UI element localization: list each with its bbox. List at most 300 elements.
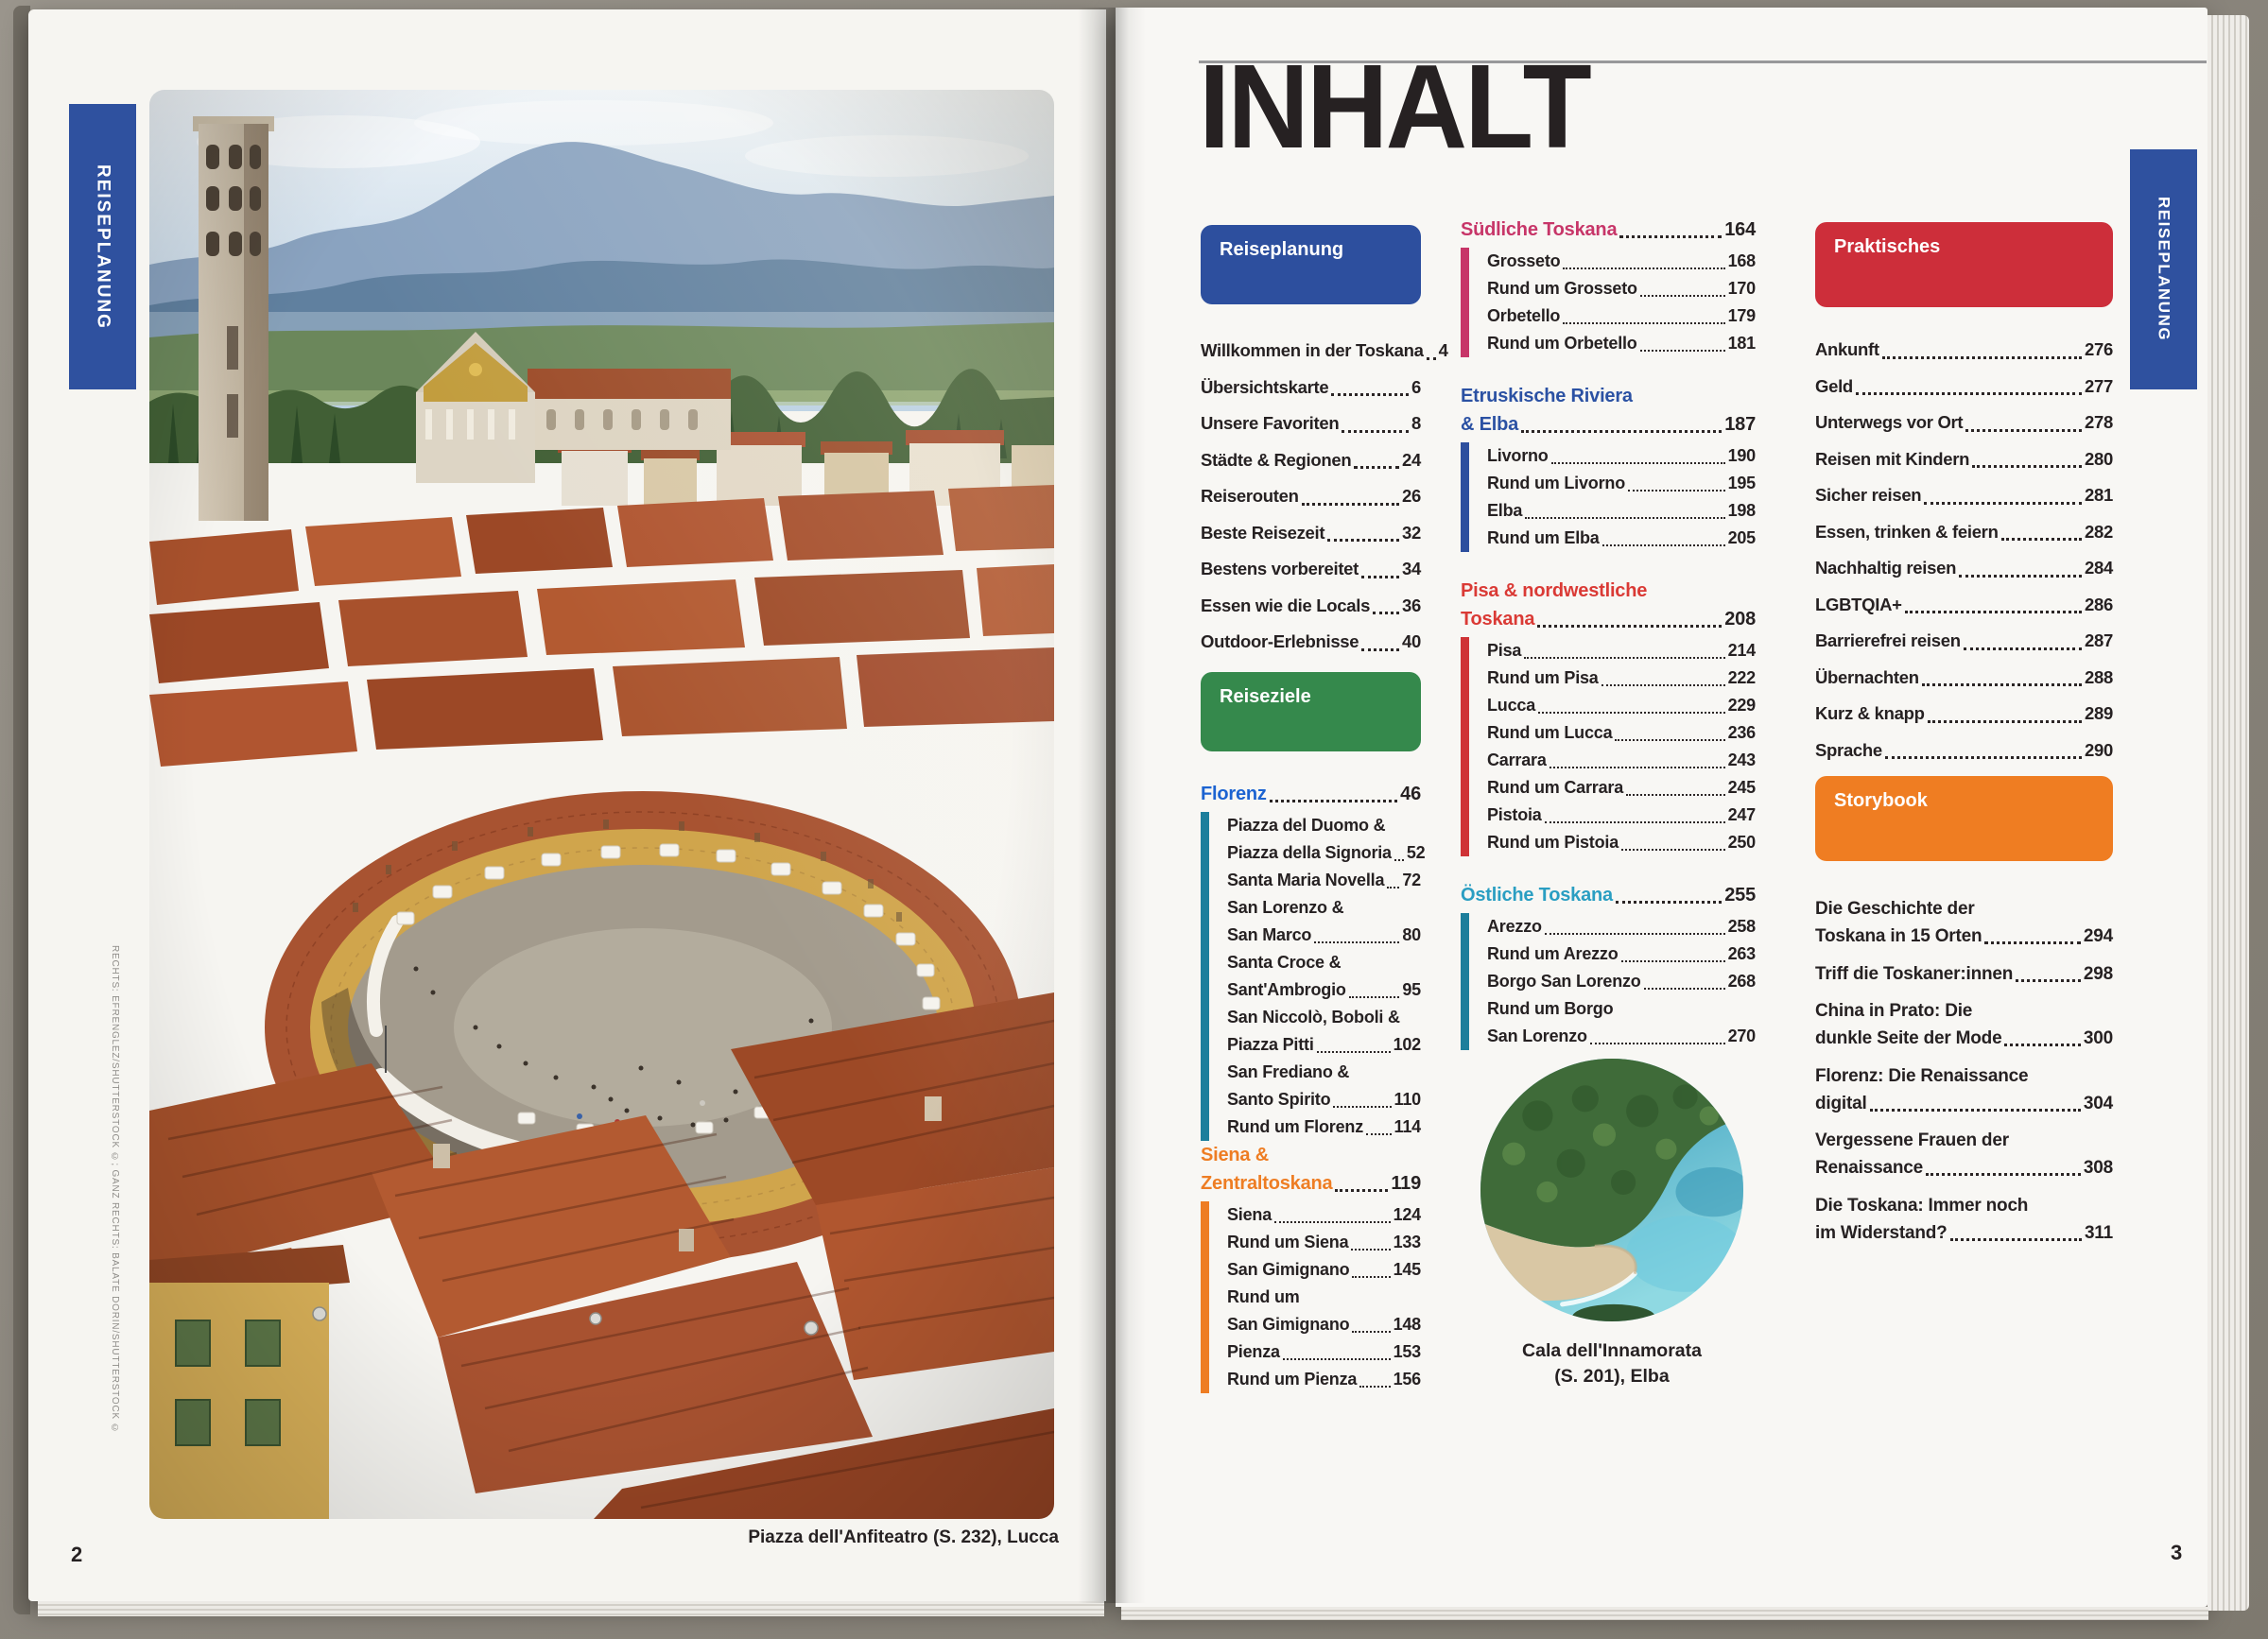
toc-entry-row (1227, 922, 1421, 949)
toc-list-storybook-list (1815, 895, 2113, 1247)
toc-entry (1201, 551, 1421, 588)
toc-entry (1227, 1229, 1421, 1256)
toc-entry-label: Rund um Carrara (1487, 778, 1624, 797)
dot-leader (1331, 393, 1409, 396)
toc-entry-row (1487, 637, 1756, 664)
dot-leader (1950, 1238, 2082, 1241)
toc-entry-row (1227, 1086, 1421, 1113)
dot-leader (1984, 941, 2080, 944)
toc-entry-row (1227, 1256, 1421, 1284)
toc-sublist-siena-zentraltoskana (1201, 1201, 1421, 1393)
toc-entry-page: 208 (1724, 609, 1756, 630)
toc-entry-label: Sant'Ambrogio (1227, 979, 1346, 999)
dot-leader (1628, 490, 1725, 492)
toc-entry (1201, 1141, 1421, 1198)
toc-entry-row (1201, 780, 1421, 808)
toc-entry (1815, 997, 2113, 1052)
toc-entry-row (1815, 660, 2113, 697)
toc-entry-label: Östliche Toskana (1461, 885, 1613, 906)
toc-entry-page: 8 (1411, 413, 1421, 433)
dot-leader (1538, 712, 1725, 714)
dot-leader (1387, 887, 1399, 889)
dot-leader (1550, 767, 1725, 768)
toc-entry-row (1487, 330, 1756, 357)
dot-leader (1283, 1358, 1391, 1360)
toc-entry-page: 258 (1727, 917, 1756, 936)
toc-section-siena-zentraltoskana (1201, 1141, 1421, 1393)
toc-entry-row (1487, 968, 1756, 995)
toc-sublist-pisa-nordwestliche-toskana (1461, 637, 1756, 856)
cove-photo-illustration (1480, 1059, 1743, 1321)
dot-leader (1644, 988, 1725, 990)
toc-entry-row (1227, 1113, 1421, 1141)
toc-entry-label: Livorno (1487, 446, 1549, 465)
toc-entry-label: Unsere Favoriten (1201, 413, 1340, 433)
toc-entry-label: Grosseto (1487, 251, 1561, 270)
toc-entry-page: 278 (2085, 412, 2113, 432)
toc-entry-row (1487, 913, 1756, 940)
dot-leader (1922, 683, 2082, 686)
dot-leader (1525, 517, 1724, 519)
dot-leader (1327, 539, 1399, 542)
toc-entry (1227, 867, 1421, 894)
toc-entry (1487, 968, 1756, 995)
dot-leader (1545, 821, 1725, 823)
toc-entry (1815, 960, 2113, 988)
toc-entry (1487, 995, 1756, 1050)
toc-entry-page: 243 (1727, 750, 1756, 769)
page-stack-right-edge (2207, 15, 2249, 1611)
toc-entry (1201, 333, 1448, 370)
page-number-left: 2 (71, 1543, 83, 1566)
toc-entry-page: 290 (2085, 739, 2113, 760)
toc-entry-row (1815, 1154, 2113, 1182)
dot-leader (2004, 1044, 2080, 1046)
toc-entry (1487, 275, 1756, 302)
page-stack-bottom-left (38, 1601, 1104, 1616)
toc-entry-line: Rund um Borgo (1487, 999, 1614, 1018)
toc-entry (1201, 780, 1421, 808)
toc-entry (1227, 1366, 1421, 1393)
toc-entry-page: 52 (1406, 842, 1426, 862)
toc-entry-label: Elba (1487, 501, 1523, 520)
toc-entry-label: Übernachten (1815, 666, 1919, 687)
toc-entry-page: 298 (2083, 963, 2113, 984)
toc-entry (1227, 1059, 1421, 1113)
dot-leader (1351, 1249, 1390, 1251)
toc-entry (1487, 637, 1756, 664)
toc-entry-label: Willkommen in der Toskana (1201, 340, 1424, 360)
toc-entry-row (1487, 442, 1756, 470)
dot-leader (1870, 1109, 2081, 1112)
toc-entry (1815, 441, 2113, 478)
toc-entry-line: Santa Croce & (1227, 952, 1342, 972)
toc-entry-page: 46 (1400, 783, 1421, 804)
dot-leader (1856, 392, 2082, 395)
toc-entry-row (1487, 248, 1756, 275)
toc-entry-label: Rund um Pistoia (1487, 833, 1619, 852)
toc-entry-line: Piazza del Duomo & (1227, 815, 1386, 835)
toc-entry-page: 214 (1727, 641, 1756, 660)
toc-entry-label: Essen wie die Locals (1201, 595, 1371, 615)
toc-entry (1487, 470, 1756, 497)
toc-box-label: Storybook (1834, 790, 1928, 811)
toc-column-2 (1461, 216, 1756, 1050)
toc-entry-page: 300 (2083, 1028, 2113, 1048)
toc-entry (1487, 774, 1756, 802)
toc-entry-row (1815, 696, 2113, 733)
toc-entry-page: 255 (1724, 885, 1756, 906)
toc-box-storybook (1815, 776, 2113, 861)
toc-entry (1227, 1256, 1421, 1284)
toc-entry-line: Die Geschichte der (1815, 899, 1975, 919)
contents-title: INHALT (1199, 40, 1589, 173)
toc-entry (1815, 587, 2113, 624)
toc-entry-row (1487, 1023, 1756, 1050)
toc-entry-label: Unterwegs vor Ort (1815, 412, 1964, 432)
toc-entry-label: Rund um Lucca (1487, 723, 1613, 742)
toc-entry-label: San Gimignano (1227, 1314, 1350, 1334)
dot-leader (1361, 648, 1399, 651)
toc-entry (1487, 747, 1756, 774)
dot-leader (1354, 466, 1399, 469)
toc-entry (1201, 515, 1421, 552)
toc-entry-page: 247 (1727, 805, 1756, 824)
toc-entry-row (1227, 1338, 1421, 1366)
dot-leader (1394, 859, 1404, 861)
toc-entry-row (1461, 881, 1756, 909)
toc-entry-label: Rund um Florenz (1227, 1116, 1363, 1136)
dot-leader (1601, 684, 1725, 686)
toc-entry-page: 170 (1727, 279, 1756, 298)
toc-entry-label: Pisa (1487, 641, 1522, 660)
toc-entry-row (1201, 442, 1421, 479)
toc-entry-page: 311 (2084, 1222, 2113, 1243)
dot-leader (1317, 1051, 1391, 1053)
dot-leader (1964, 647, 2082, 650)
toc-entry-row (1487, 829, 1756, 856)
dot-leader (1333, 1106, 1391, 1108)
toc-entry-row (1815, 1219, 2113, 1247)
toc-box-label: Praktisches (1834, 236, 1941, 257)
toc-entry (1815, 623, 2113, 660)
toc-entry (1227, 812, 1426, 867)
dot-leader (1359, 1386, 1390, 1388)
toc-entry-row (1227, 1201, 1421, 1229)
toc-entry-label: & Elba (1461, 414, 1519, 435)
toc-entry (1487, 330, 1756, 357)
dot-leader (1427, 357, 1436, 360)
toc-entry-line: Rund um (1227, 1286, 1300, 1306)
toc-entry-line: San Niccolò, Boboli & (1227, 1007, 1400, 1027)
toc-entry (1201, 588, 1421, 625)
toc-entry-row (1461, 216, 1756, 244)
toc-entry-row (1815, 514, 2113, 551)
toc-entry-row (1227, 1031, 1421, 1059)
toc-entry-page: 145 (1393, 1259, 1421, 1279)
toc-sublist-oestliche-toskana (1461, 913, 1756, 1050)
toc-entry-label: Nachhaltig reisen (1815, 558, 1957, 578)
toc-entry-label: San Marco (1227, 924, 1312, 944)
toc-section-florenz (1201, 780, 1426, 1141)
toc-entry-label: Südliche Toskana (1461, 219, 1618, 240)
toc-entry-label: LGBTQIA+ (1815, 594, 1902, 614)
toc-entry-page: 308 (2083, 1158, 2113, 1178)
dot-leader (1640, 350, 1725, 352)
toc-entry-page: 236 (1727, 723, 1756, 742)
toc-entry (1815, 477, 2113, 514)
toc-entry-page: 284 (2085, 558, 2113, 578)
toc-entry-page: 304 (2083, 1093, 2113, 1113)
toc-entry-label: San Lorenzo (1487, 1027, 1587, 1045)
toc-sublist-etruskische-riviera-elba (1461, 442, 1756, 552)
dot-leader (1926, 1173, 2081, 1176)
toc-entry (1487, 497, 1756, 525)
toc-entry (1815, 895, 2113, 950)
toc-entry (1815, 1192, 2113, 1247)
dot-leader (1972, 465, 2082, 468)
toc-entry-page: 277 (2085, 375, 2113, 396)
toc-entry-line: China in Prato: Die (1815, 1001, 1973, 1021)
dot-leader (1602, 544, 1725, 546)
toc-entry-label: Piazza Pitti (1227, 1034, 1314, 1054)
dot-leader (1545, 933, 1725, 935)
toc-entry-line: Etruskische Riviera (1461, 386, 1633, 406)
dot-leader (1640, 295, 1725, 297)
toc-entry-row (1815, 623, 2113, 660)
toc-entry-label: Santo Spirito (1227, 1089, 1331, 1109)
toc-entry-page: 245 (1727, 778, 1756, 797)
toc-entry-label: Renaissance (1815, 1158, 1923, 1178)
toc-entry-row (1815, 550, 2113, 587)
toc-entry-label: Geld (1815, 375, 1853, 396)
toc-entry-label: Toskana in 15 Orten (1815, 926, 1982, 946)
dot-leader (2001, 538, 2082, 541)
toc-entry-label: Essen, trinken & feiern (1815, 521, 1999, 542)
dot-leader (1274, 1221, 1391, 1223)
dot-leader (1616, 901, 1722, 904)
toc-entry-page: 40 (1402, 631, 1421, 651)
toc-entry-row (1201, 478, 1421, 515)
toc-entry-row (1815, 405, 2113, 441)
toc-entry-row (1227, 1229, 1421, 1256)
toc-entry-row (1815, 1090, 2113, 1117)
toc-entry-page: 102 (1393, 1034, 1421, 1054)
toc-entry-label: Rund um Pisa (1487, 668, 1599, 687)
toc-entry (1227, 1113, 1421, 1141)
toc-entry (1815, 696, 2113, 733)
toc-box-label: Reiseziele (1220, 685, 1311, 707)
toc-entry-label: Toskana (1461, 609, 1535, 630)
toc-entry (1461, 577, 1756, 633)
toc-entry (1487, 525, 1756, 552)
toc-section-oestliche-toskana (1461, 881, 1756, 1050)
toc-entry-page: 187 (1724, 414, 1756, 435)
page-number-right: 3 (2171, 1541, 2183, 1564)
toc-entry-row (1815, 923, 2113, 950)
toc-entry-label: Rund um Orbetello (1487, 334, 1637, 353)
toc-entry-label: Rund um Arezzo (1487, 944, 1619, 963)
toc-entry (1487, 442, 1756, 470)
toc-entry-label: Rund um Pienza (1227, 1369, 1358, 1389)
toc-entry-page: 119 (1391, 1172, 1421, 1194)
dot-leader (1621, 960, 1725, 962)
dot-leader (1626, 794, 1725, 796)
toc-entry (1487, 664, 1756, 692)
toc-entry (1487, 248, 1756, 275)
toc-entry-page: 95 (1402, 979, 1421, 999)
toc-entry-line: Die Toskana: Immer noch (1815, 1195, 2029, 1216)
toc-entry-line: San Lorenzo & (1227, 897, 1344, 917)
toc-entry-page: 164 (1724, 219, 1756, 240)
toc-entry-line: Vergessene Frauen der (1815, 1130, 2009, 1150)
dot-leader (1352, 1331, 1390, 1333)
toc-entry-label: Bestens vorbereitet (1201, 559, 1359, 578)
toc-entry-line: Florenz: Die Renaissance (1815, 1065, 2029, 1086)
toc-entry-label: digital (1815, 1093, 1867, 1113)
toc-entry (1815, 1062, 2113, 1117)
toc-sublist-florenz (1201, 812, 1426, 1141)
toc-entry (1487, 302, 1756, 330)
toc-entry-row (1227, 976, 1421, 1004)
toc-entry-page: 198 (1727, 501, 1756, 520)
dot-leader (1619, 235, 1722, 238)
piazza-photo-illustration (149, 90, 1054, 1519)
toc-entry-row (1487, 525, 1756, 552)
toc-entry-label: Sicher reisen (1815, 485, 1922, 505)
toc-entry-row (1201, 370, 1421, 406)
toc-entry (1227, 949, 1421, 1004)
dot-leader (1885, 756, 2082, 759)
toc-entry-page: 32 (1402, 522, 1421, 543)
chapter-tab-left (69, 104, 136, 389)
toc-entry-row (1461, 410, 1756, 439)
toc-entry-row (1201, 588, 1421, 625)
toc-entry-label: Reisen mit Kindern (1815, 448, 1970, 469)
dot-leader (1621, 849, 1725, 851)
toc-column-1 (1201, 225, 1448, 1393)
dot-leader (1352, 1276, 1390, 1278)
dot-leader (1551, 462, 1725, 464)
toc-entry-label: im Widerstand? (1815, 1222, 1948, 1243)
toc-box-reiseziele (1201, 672, 1421, 751)
toc-entry-row (1201, 515, 1421, 552)
toc-entry-page: 80 (1402, 924, 1421, 944)
toc-entry-row (1487, 774, 1756, 802)
toc-box-praktisches (1815, 222, 2113, 307)
toc-entry-page: 110 (1394, 1089, 1421, 1109)
toc-entry-label: Reiserouten (1201, 486, 1299, 506)
cove-caption (1442, 1338, 1782, 1389)
toc-entry-label: Rund um Livorno (1487, 474, 1625, 492)
toc-box-label: Reiseplanung (1220, 239, 1344, 260)
dot-leader (1590, 1043, 1725, 1044)
toc-entry-line: Pisa & nordwestliche (1461, 580, 1648, 601)
toc-entry (1487, 829, 1756, 856)
dot-leader (1905, 611, 2082, 613)
toc-entry-page: 133 (1393, 1232, 1421, 1251)
dot-leader (1924, 502, 2082, 505)
dot-leader (1524, 657, 1724, 659)
dot-leader (1349, 996, 1400, 998)
toc-entry-page: 114 (1394, 1116, 1421, 1136)
toc-entry-row (1201, 624, 1421, 661)
toc-entry-page: 124 (1393, 1204, 1421, 1224)
dot-leader (1342, 430, 1409, 433)
toc-entry (1815, 733, 2113, 769)
toc-entry-page: 270 (1727, 1027, 1756, 1045)
toc-entry-row (1815, 441, 2113, 478)
toc-entry-row (1487, 940, 1756, 968)
dot-leader (2016, 979, 2081, 982)
toc-entry (1461, 216, 1756, 244)
toc-entry-row (1815, 960, 2113, 988)
toc-column-3 (1815, 222, 2113, 1256)
toc-entry-label: San Gimignano (1227, 1259, 1350, 1279)
toc-entry-row (1815, 733, 2113, 769)
toc-entry-page: 148 (1393, 1314, 1421, 1334)
toc-entry-page: 281 (2085, 485, 2113, 505)
toc-entry-label: dunkle Seite der Mode (1815, 1028, 2002, 1048)
chapter-tab-right (2130, 149, 2197, 389)
dot-leader (1615, 739, 1724, 741)
toc-entry (1815, 550, 2113, 587)
toc-entry-label: Triff die Toskaner:innen (1815, 963, 2014, 984)
toc-entry-page: 205 (1727, 528, 1756, 547)
toc-entry-page: 268 (1727, 972, 1756, 991)
toc-entry-line: Siena & (1201, 1144, 1269, 1165)
toc-entry-page: 156 (1393, 1369, 1421, 1389)
toc-entry-page: 6 (1411, 376, 1421, 397)
toc-entry-label: Outdoor-Erlebnisse (1201, 631, 1359, 651)
toc-entry-row (1201, 405, 1421, 442)
toc-entry (1487, 692, 1756, 719)
toc-entry-row (1487, 275, 1756, 302)
toc-entry-row (1487, 470, 1756, 497)
dot-leader (1361, 576, 1399, 578)
toc-entry-label: Arezzo (1487, 917, 1542, 936)
toc-entry (1227, 1338, 1421, 1366)
toc-entry (1487, 940, 1756, 968)
toc-entry (1487, 802, 1756, 829)
toc-entry (1815, 1127, 2113, 1182)
toc-entry-label: Pistoia (1487, 805, 1542, 824)
toc-entry-label: Pienza (1227, 1341, 1280, 1361)
toc-entry-page: 34 (1402, 559, 1421, 578)
toc-entry-row (1487, 692, 1756, 719)
toc-entry-row (1201, 1169, 1421, 1198)
toc-entry-page: 24 (1402, 449, 1421, 470)
toc-entry-row (1227, 839, 1426, 867)
dot-leader (1373, 612, 1399, 614)
photo-credit: RECHTS: EFRENGLEZ/SHUTTERSTOCK ©; GANZ RECHTS: BALATE DORIN/SHUTTERSTOCK © (110, 945, 120, 1435)
toc-entry-label: Carrara (1487, 750, 1547, 769)
toc-entry-row (1815, 1025, 2113, 1052)
dot-leader (1965, 429, 2082, 432)
toc-entry-page: 229 (1727, 696, 1756, 715)
toc-entry-page: 36 (1402, 595, 1421, 615)
toc-sublist-suedliche-toskana (1461, 248, 1756, 357)
toc-entry-page: 222 (1727, 668, 1756, 687)
toc-entry-page: 26 (1402, 486, 1421, 506)
toc-entry-page: 4 (1438, 340, 1448, 360)
toc-entry-page: 72 (1402, 870, 1421, 889)
dot-leader (1335, 1189, 1388, 1192)
toc-entry-row (1815, 587, 2113, 624)
toc-entry-row (1815, 369, 2113, 405)
toc-entry-label: Ankunft (1815, 339, 1879, 359)
toc-entry (1487, 913, 1756, 940)
